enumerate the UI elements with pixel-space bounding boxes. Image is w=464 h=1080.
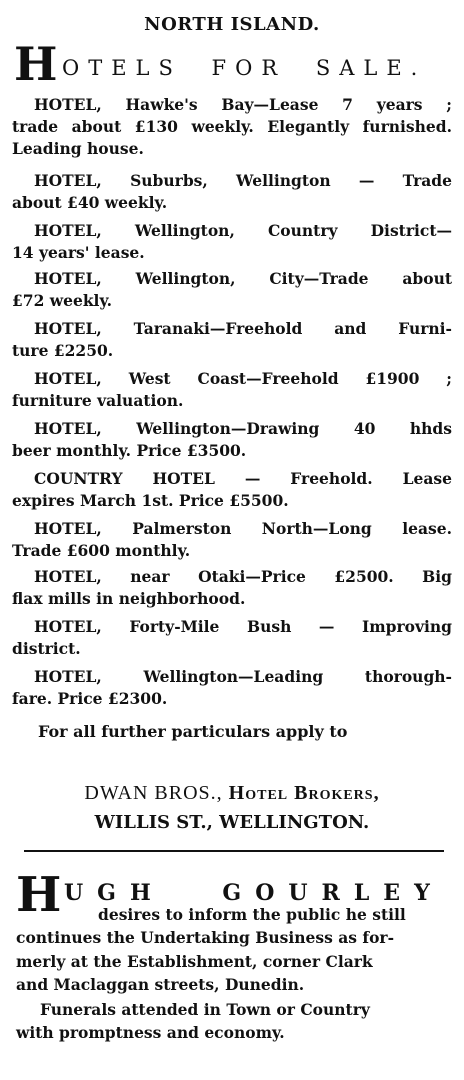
listing-line-2: about £40 weekly. [12, 193, 168, 212]
brokers-name: DWAN BROS., [84, 782, 223, 804]
listing-line-1: HOTEL, Wellington—Drawing 40 hhds [34, 419, 452, 438]
listing-line-2: 14 years' lease. [12, 243, 145, 262]
listing-line-1: COUNTRY HOTEL — Freehold. Lease [34, 469, 452, 488]
title-drop-initial: H [14, 37, 58, 91]
hotel-listing [12, 368, 452, 412]
listing-line-2: trade about £130 weekly. Elegantly furnished. Leading house. [12, 117, 452, 158]
section-divider [24, 850, 444, 852]
listing-line-1: HOTEL, Wellington, City—Trade about [34, 269, 452, 288]
gourley-drop-initial: H [16, 867, 62, 923]
listing-line-1: HOTEL, West Coast—Freehold £1900 ; [34, 369, 452, 388]
gourley-line: with promptness and economy. [16, 1023, 285, 1042]
listing-line-2: £72 weekly. [12, 291, 113, 310]
listing-line-2: expires March 1st. Price £5500. [12, 491, 289, 510]
listing-line-2: district. [12, 639, 81, 658]
hotel-listing [12, 220, 452, 264]
gourley-line: merly at the Establishment, corner Clark [16, 952, 373, 971]
listing-line-2: furniture valuation. [12, 391, 184, 410]
hotel-listing [12, 268, 452, 312]
gourley-name: UGH GOURLEY [64, 880, 444, 906]
listing-line-2: ture £2250. [12, 341, 114, 360]
brokers-line [0, 782, 464, 805]
hotel-listing [12, 418, 452, 462]
gourley-line: continues the Undertaking Business as for- [16, 928, 395, 947]
brokers-address: WILLIS ST., WELLINGTON. [94, 812, 370, 833]
brokers-title: Hotel Brokers, [228, 782, 380, 804]
listing-line-1: HOTEL, Palmerston North—Long lease. [34, 519, 452, 538]
listing-line-1: HOTEL, near Otaki—Price £2500. Big [34, 567, 452, 586]
hotel-listing [12, 666, 452, 710]
hotel-listing [12, 616, 452, 660]
listing-line-1: HOTEL, Forty-Mile Bush — Improving [34, 617, 452, 636]
apply-text: For all further particulars apply to [38, 722, 348, 741]
hotel-listing [12, 566, 452, 610]
listing-line-2: beer monthly. Price £3500. [12, 441, 247, 460]
listing-line-1: HOTEL, Suburbs, Wellington — Trade [34, 171, 452, 190]
hotel-listing [12, 170, 452, 214]
hotel-listing [12, 318, 452, 362]
gourley-line: and Maclaggan streets, Dunedin. [16, 975, 305, 994]
title-text: OTELS FOR SALE. [62, 56, 427, 80]
listing-line-1: HOTEL, Hawke's Bay—Lease 7 years ; [34, 95, 452, 114]
hotel-listing [12, 468, 452, 512]
gourley-line: desires to inform the public he still [98, 905, 406, 924]
listing-line-1: HOTEL, Wellington, Country District— [34, 221, 452, 240]
region-heading: NORTH ISLAND. [144, 14, 320, 35]
hotel-listing [12, 518, 452, 562]
hotels-for-sale-title [14, 37, 454, 91]
listing-line-2: fare. Price £2300. [12, 689, 168, 708]
listing-line-1: HOTEL, Wellington—Leading thorough- [34, 667, 452, 686]
hotel-listing [12, 94, 452, 160]
gourley-line: Funerals attended in Town or Country [40, 1000, 370, 1019]
listing-line-1: HOTEL, Taranaki—Freehold and Furni- [34, 319, 452, 338]
listing-line-2: Trade £600 monthly. [12, 541, 191, 560]
listing-line-2: flax mills in neighborhood. [12, 589, 246, 608]
